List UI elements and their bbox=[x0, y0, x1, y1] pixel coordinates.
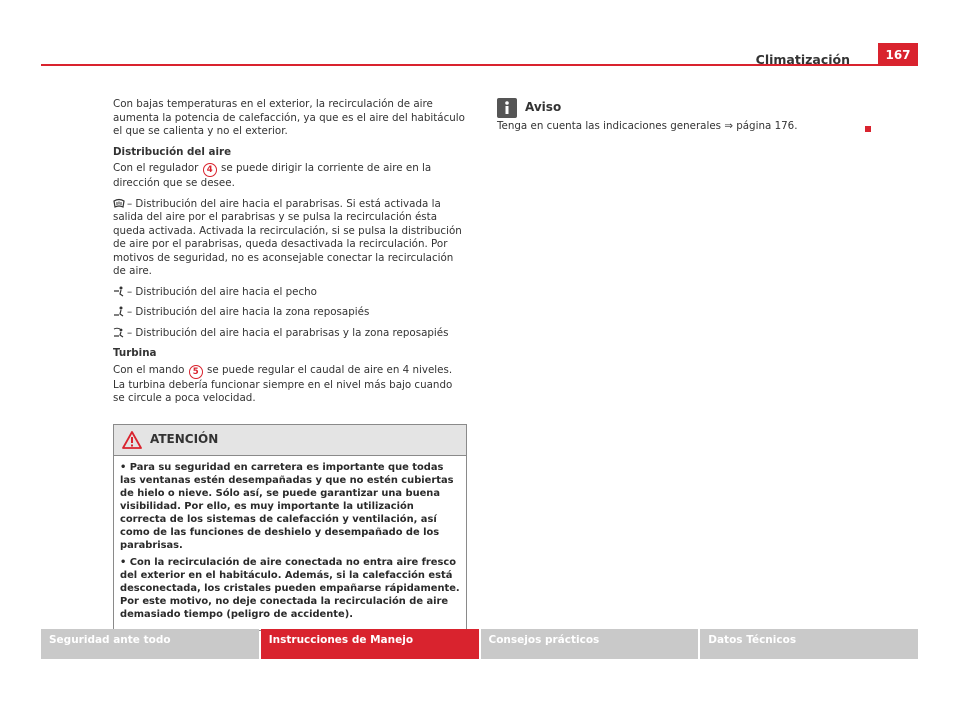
warning-title: ATENCIÓN bbox=[150, 431, 219, 446]
section-title: Climatización bbox=[755, 52, 850, 67]
warning-header bbox=[114, 425, 466, 456]
footer-tabs bbox=[41, 629, 918, 659]
warning-triangle-icon bbox=[122, 431, 142, 449]
warning-body bbox=[114, 456, 466, 630]
warning-bullet: • Para su seguridad en carretera es importante que todas las ventanas estén desempañadas y que no estén cubiertas de hielo o nieve. Sólo así, se puede garantizar una buena visibilidad. Por ello, es muy importante la utilización correcta de los sistemas de calefacción y ventilación, así como de las funciones de deshielo y desempañado de los parabrisas. bbox=[120, 461, 454, 551]
air-to-chest-icon bbox=[113, 286, 125, 297]
footer-tab-technical-data[interactable]: Datos Técnicos bbox=[700, 629, 918, 659]
footer-tab-operating-instructions[interactable]: Instrucciones de Manejo bbox=[261, 629, 479, 659]
air-distribution-paragraph: Con el regulador 4 se puede dirigir la corriente de aire en la dirección que se desee. bbox=[113, 162, 432, 189]
page-number: 167 bbox=[878, 43, 918, 66]
note-text: Tenga en cuenta las indicaciones generales ⇒ página 176. bbox=[497, 120, 798, 132]
info-icon bbox=[497, 98, 517, 118]
air-to-windshield-and-feet-icon bbox=[113, 327, 125, 338]
footer-tab-practical-tips[interactable]: Consejos prácticos bbox=[481, 629, 699, 659]
note-title: Aviso bbox=[525, 100, 562, 115]
fan-paragraph: Con el mando 5 se puede regular el caudal de aire en 4 niveles. La turbina debería funcionar siempre en el nivel más bajo cuando se circule a poca velocidad. bbox=[113, 363, 453, 404]
air-distribution-heading: Distribución del aire bbox=[113, 145, 232, 158]
feet-paragraph: – Distribución del aire hacia la zona reposapiés bbox=[113, 306, 467, 320]
air-to-feet-icon bbox=[113, 306, 125, 317]
warning-bullet: • Con la recirculación de aire conectada no entra aire fresco del exterior en el habitáculo. Además, si la calefacción está desconectada, los cristales pueden empañarse rápidamente. Por este motivo, no deje conectada la recirculación de aire demasiado tiempo (peligro de accidente). bbox=[120, 556, 460, 620]
fan-heading: Turbina bbox=[113, 347, 157, 359]
chest-paragraph: – Distribución del aire hacia el pecho bbox=[113, 286, 467, 300]
windshield-defrost-icon bbox=[113, 198, 125, 209]
windshield-paragraph: – Distribución del aire hacia el parabrisas. Si está activada la salida del aire por el parabrisas y se pulsa la recirculación ésta queda activada. Activada la recirculación, si se pulsa la distribución de aire por el parabrisas, queda desactivada la recirculación. Por motivos de seguridad, no es aconsejable conectar la recirculación de aire. bbox=[113, 197, 462, 277]
windshield-feet-paragraph: – Distribución del aire hacia el parabrisas y la zona reposapiés bbox=[113, 327, 467, 341]
control-number-badge: 5 bbox=[189, 365, 203, 379]
note-header bbox=[497, 98, 881, 118]
intro-paragraph: Con bajas temperaturas en el exterior, la recirculación de aire aumenta la potencia de calefacción, ya que es el aire del habitáculo el que se calienta y no el exterior. bbox=[113, 98, 465, 137]
warning-box bbox=[113, 424, 467, 631]
section-end-marker bbox=[865, 126, 871, 132]
control-number-badge: 4 bbox=[203, 163, 217, 177]
left-column bbox=[113, 98, 467, 631]
footer-tab-safety[interactable]: Seguridad ante todo bbox=[41, 629, 259, 659]
right-column bbox=[497, 98, 881, 141]
